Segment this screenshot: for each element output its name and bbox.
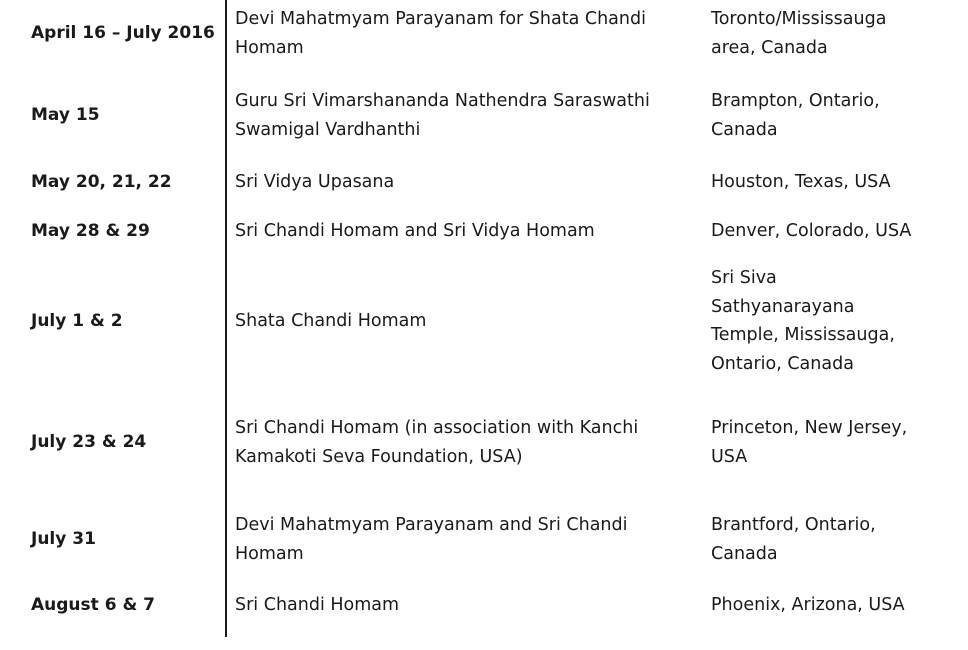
location-line: Houston, Texas, USA: [711, 172, 891, 192]
row-event: [235, 87, 650, 144]
event-line: Devi Mahatmyam Parayanam and Sri Chandi: [235, 515, 628, 535]
row-event: [235, 511, 628, 568]
event-line: Kamakoti Seva Foundation, USA): [235, 446, 523, 467]
event-line: Sri Chandi Homam: [235, 595, 400, 615]
row-location: [711, 217, 911, 246]
location-line: Canada: [711, 543, 778, 564]
row-event: [235, 168, 394, 197]
location-line: Canada: [711, 119, 778, 140]
row-location: [711, 168, 891, 197]
event-line: Sri Vidya Upasana: [235, 172, 395, 192]
row-date: May 15: [31, 105, 100, 125]
event-line: Swamigal Vardhanthi: [235, 119, 421, 140]
location-line: Toronto/Mississauga: [711, 9, 887, 29]
location-line: Brantford, Ontario,: [711, 515, 876, 535]
location-line: Phoenix, Arizona, USA: [711, 595, 905, 615]
event-line: Homam: [235, 37, 304, 58]
row-event: [235, 307, 426, 336]
event-line: Shata Chandi Homam: [235, 311, 427, 331]
row-event: [235, 591, 399, 620]
row-date: August 6 & 7: [31, 595, 156, 615]
location-line: Brampton, Ontario,: [711, 91, 880, 111]
event-line: Sri Chandi Homam (in association with Kanchi: [235, 418, 639, 438]
row-location: [711, 414, 907, 471]
location-line: Princeton, New Jersey,: [711, 418, 908, 438]
event-line: Homam: [235, 543, 304, 564]
location-line: Denver, Colorado, USA: [711, 221, 912, 241]
row-location: [711, 87, 880, 144]
location-line: Temple, Mississauga,: [711, 325, 895, 345]
row-event: [235, 217, 595, 246]
row-location: [711, 264, 895, 378]
row-date: May 20, 21, 22: [31, 172, 172, 192]
location-line: Sri Siva: [711, 268, 777, 288]
column-divider: [225, 0, 227, 637]
row-location: [711, 511, 876, 568]
row-date: May 28 & 29: [31, 221, 150, 241]
row-event: [235, 414, 638, 471]
location-line: area, Canada: [711, 37, 828, 58]
row-location: [711, 591, 905, 620]
row-date: July 1 & 2: [31, 311, 123, 331]
row-location: [711, 5, 886, 62]
row-event: [235, 5, 646, 62]
event-line: Guru Sri Vimarshananda Nathendra Saraswathi: [235, 91, 650, 111]
location-line: Ontario, Canada: [711, 353, 854, 374]
event-line: Devi Mahatmyam Parayanam for Shata Chandi: [235, 9, 646, 29]
event-line: Sri Chandi Homam and Sri Vidya Homam: [235, 221, 595, 241]
row-date: July 23 & 24: [31, 432, 147, 452]
location-line: Sathyanarayana: [711, 296, 855, 317]
row-date: July 31: [31, 529, 96, 549]
location-line: USA: [711, 446, 748, 467]
row-date: April 16 – July 2016: [31, 23, 215, 43]
